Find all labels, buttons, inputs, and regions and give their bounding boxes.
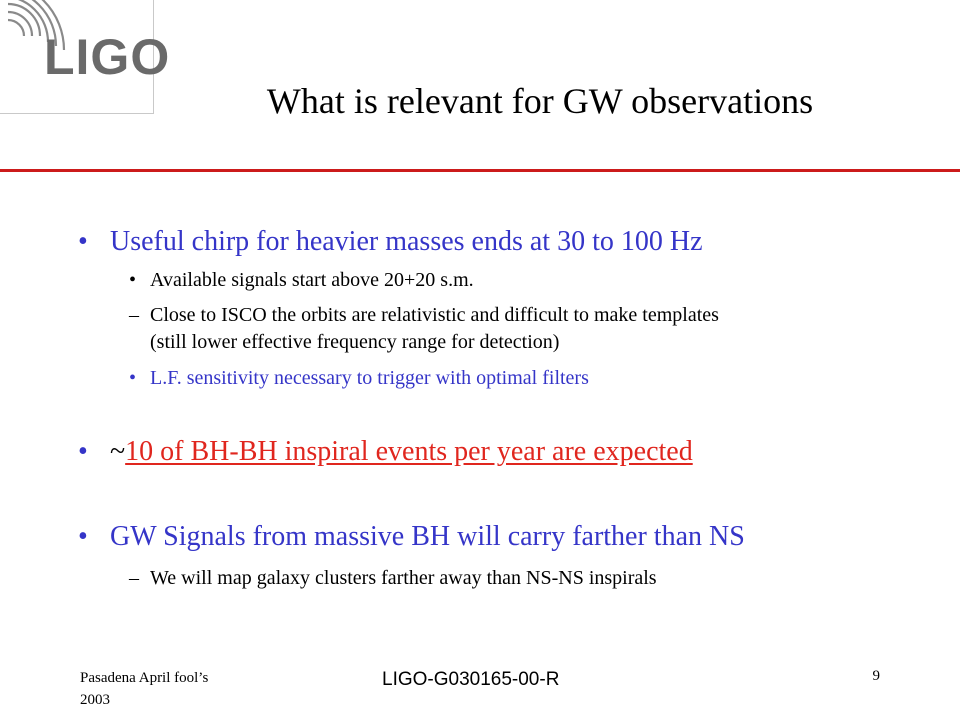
sub-bullet-signals: Available signals start above 20+20 s.m.	[150, 269, 474, 291]
sub-bullet-galaxy: We will map galaxy clusters farther away than NS-NS inspirals	[150, 567, 657, 589]
events-prefix: ~	[110, 436, 126, 467]
dash-marker: –	[129, 567, 139, 589]
sub-bullet-lf: L.F. sensitivity necessary to trigger with optimal filters	[150, 367, 589, 389]
logo-text: LIGO	[44, 29, 171, 85]
bullet-chirp: Useful chirp for heavier masses ends at 30 to 100 Hz	[110, 226, 703, 257]
events-text: 10 of BH-BH inspiral events per year are expected	[125, 436, 693, 467]
footer-venue	[80, 667, 270, 711]
footer-document-id: LIGO-G030165-00-R	[382, 669, 560, 690]
ligo-logo	[0, 0, 171, 114]
dash-marker: –	[129, 304, 139, 326]
footer-venue-line2: 2003	[80, 692, 110, 708]
sub-bullet-marker: •	[129, 367, 137, 389]
sub-bullet-isco-line2: (still lower effective frequency range for detection)	[150, 331, 560, 353]
sub-bullet-marker: •	[129, 269, 137, 291]
page-number: 9	[872, 668, 880, 684]
title-divider	[0, 169, 960, 172]
footer-venue-line1: Pasadena April fool’s	[80, 670, 209, 686]
bullet-marker: •	[78, 436, 88, 467]
sub-bullet-isco-line1: Close to ISCO the orbits are relativistic and difficult to make templates	[150, 304, 719, 326]
bullet-marker: •	[78, 226, 88, 257]
bullet-marker: •	[78, 521, 88, 552]
bullet-gw: GW Signals from massive BH will carry farther than NS	[110, 521, 745, 552]
page-title: What is relevant for GW observations	[266, 81, 814, 121]
bullet-events	[110, 436, 693, 468]
